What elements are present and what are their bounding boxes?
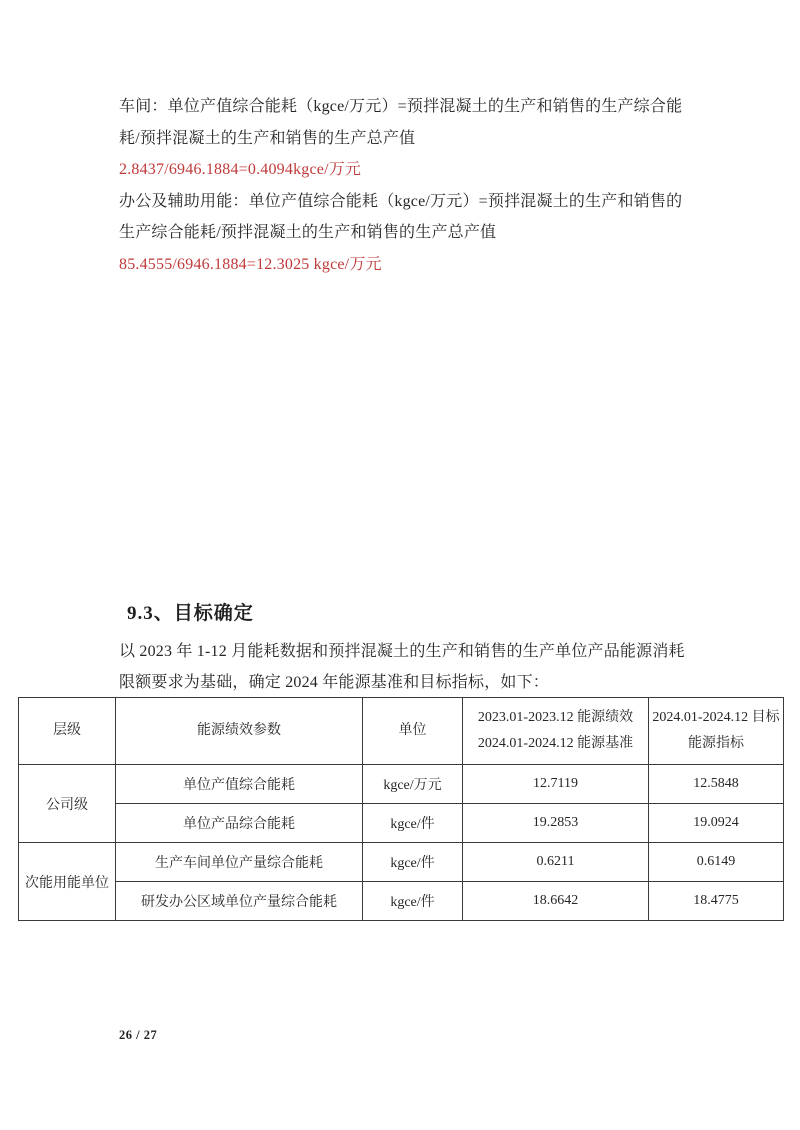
param-cell: 生产车间单位产量综合能耗 — [116, 843, 363, 882]
baseline-cell: 19.2853 — [463, 804, 649, 843]
header-unit: 单位 — [363, 698, 463, 765]
body-text-line: 办公及辅助用能：单位产值综合能耗（kgce/万元）=预拌混凝土的生产和销售的 — [119, 192, 683, 210]
body-text-line: 生产综合能耗/预拌混凝土的生产和销售的生产总产值 — [119, 224, 497, 242]
baseline-cell: 18.6642 — [463, 882, 649, 921]
energy-targets-table — [18, 697, 784, 921]
formula-result-line: 2.8437/6946.1884=0.4094kgce/万元 — [119, 161, 362, 179]
body-paragraphs — [119, 91, 719, 281]
unit-cell: kgce/件 — [363, 804, 463, 843]
target-cell: 18.4775 — [649, 882, 784, 921]
section-intro — [119, 636, 719, 698]
target-cell: 12.5848 — [649, 765, 784, 804]
page-number: 26 / 27 — [119, 1028, 158, 1042]
intro-text-line: 以 2023 年 1-12 月能耗数据和预拌混凝土的生产和销售的生产单位产品能源消耗 — [119, 643, 685, 660]
intro-text-line: 限额要求为基础，确定 2024 年能源基准和目标指标，如下： — [119, 674, 550, 691]
table-row — [19, 765, 784, 804]
param-cell: 单位产品综合能耗 — [116, 804, 363, 843]
param-cell: 研发办公区域单位产量综合能耗 — [116, 882, 363, 921]
formula-result-line: 85.4555/6946.1884=12.3025 kgce/万元 — [119, 255, 382, 273]
unit-cell: kgce/万元 — [363, 765, 463, 804]
table-header-row — [19, 698, 784, 765]
table-row — [19, 882, 784, 921]
header-level: 层级 — [19, 698, 116, 765]
level-cell: 公司级 — [19, 765, 116, 843]
unit-cell: kgce/件 — [363, 843, 463, 882]
header-param: 能源绩效参数 — [116, 698, 363, 765]
baseline-cell: 12.7119 — [463, 765, 649, 804]
section-heading: 9.3、目标确定 — [127, 603, 254, 624]
level-cell: 次能用能单位 — [19, 843, 116, 921]
body-text-line: 车间：单位产值综合能耗（kgce/万元）=预拌混凝土的生产和销售的生产综合能 — [119, 98, 683, 115]
unit-cell: kgce/件 — [363, 882, 463, 921]
baseline-cell: 0.6211 — [463, 843, 649, 882]
param-cell: 单位产值综合能耗 — [116, 765, 363, 804]
table-row — [19, 843, 784, 882]
header-baseline — [463, 698, 649, 765]
target-cell: 19.0924 — [649, 804, 784, 843]
header-baseline-line1: 2023.01-2023.12 能源绩效 — [477, 710, 634, 725]
body-text-line: 耗/预拌混凝土的生产和销售的生产总产值 — [119, 129, 416, 147]
table-row — [19, 804, 784, 843]
header-baseline-line2: 2024.01-2024.12 能源基准 — [477, 736, 634, 751]
target-cell: 0.6149 — [649, 843, 784, 882]
header-target: 2024.01-2024.12 目标能源指标 — [649, 698, 784, 765]
